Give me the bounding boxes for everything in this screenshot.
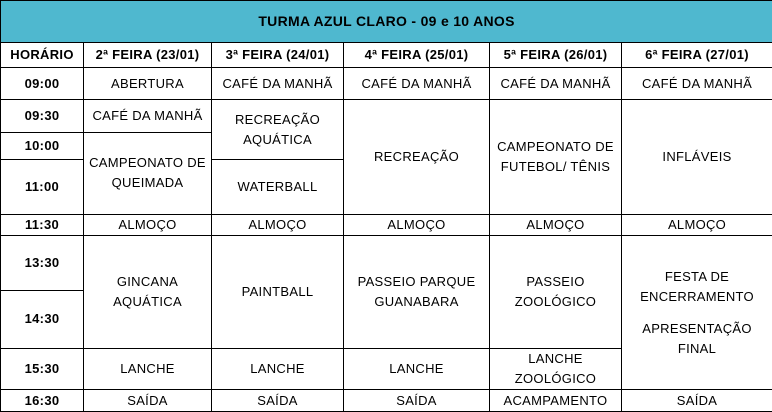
activity-cell: PAINTBALL — [212, 236, 344, 348]
activity-cell: WATERBALL — [212, 160, 344, 214]
activity-cell — [490, 100, 622, 214]
header-tuesday: 3ª FEIRA (24/01) — [212, 42, 344, 68]
activity-line: PASSEIO — [526, 273, 585, 289]
activity-line: ZOOLÓGICO — [514, 370, 597, 386]
activity-cell: ALMOÇO — [622, 214, 772, 235]
header-wednesday: 4ª FEIRA (25/01) — [344, 42, 490, 68]
activity-cell: RECREAÇÃO — [344, 100, 490, 214]
time-cell: 14:30 — [1, 291, 84, 348]
time-cell: 15:30 — [1, 348, 84, 390]
time-cell: 09:30 — [1, 100, 84, 133]
time-cell: 11:30 — [1, 214, 84, 235]
time-cell: 11:00 — [1, 160, 84, 214]
activity-cell: CAFÉ DA MANHÃ — [212, 68, 344, 100]
activity-cell — [212, 100, 344, 160]
activity-line: AQUÁTICA — [243, 131, 312, 147]
activity-line — [624, 307, 770, 319]
activity-line: AQUÁTICA — [113, 293, 182, 309]
activity-cell — [344, 236, 490, 348]
activity-cell: LANCHE — [344, 348, 490, 390]
activity-line: GUANABARA — [374, 293, 459, 309]
time-cell: 13:30 — [1, 236, 84, 291]
activity-line: CAMPEONATO DE — [497, 138, 614, 154]
activity-cell: ALMOÇO — [490, 214, 622, 235]
activity-cell: CAFÉ DA MANHÃ — [84, 100, 212, 133]
activity-cell: ACAMPAMENTO — [490, 390, 622, 412]
activity-line: CAMPEONATO DE — [89, 155, 206, 171]
activity-cell — [490, 236, 622, 348]
activity-cell: SAÍDA — [344, 390, 490, 412]
time-cell: 09:00 — [1, 68, 84, 100]
activity-cell: ALMOÇO — [84, 214, 212, 235]
activity-cell — [84, 132, 212, 214]
activity-cell: LANCHE — [84, 348, 212, 390]
activity-cell: CAFÉ DA MANHÃ — [490, 68, 622, 100]
activity-cell: CAFÉ DA MANHÃ — [344, 68, 490, 100]
activity-cell: ALMOÇO — [212, 214, 344, 235]
activity-line: LANCHE — [528, 350, 583, 366]
activity-cell: LANCHE — [212, 348, 344, 390]
activity-line: FINAL — [677, 340, 717, 356]
activity-cell: ABERTURA — [84, 68, 212, 100]
activity-line: FESTA DE — [664, 268, 730, 284]
activity-line: ZOOLÓGICO — [514, 293, 597, 309]
activity-cell: ALMOÇO — [344, 214, 490, 235]
activity-line: FUTEBOL/ TÊNIS — [500, 158, 611, 174]
activity-cell: INFLÁVEIS — [622, 100, 772, 214]
header-thursday: 5ª FEIRA (26/01) — [490, 42, 622, 68]
activity-cell: SAÍDA — [212, 390, 344, 412]
header-friday: 6ª FEIRA (27/01) — [622, 42, 772, 68]
activity-cell — [84, 236, 212, 348]
activity-line: PASSEIO PARQUE — [357, 273, 476, 289]
activity-line: GINCANA — [116, 273, 179, 289]
table-title: TURMA AZUL CLARO - 09 e 10 ANOS — [1, 1, 772, 43]
activity-cell: SAÍDA — [622, 390, 772, 412]
activity-cell: SAÍDA — [84, 390, 212, 412]
header-horario: HORÁRIO — [1, 42, 84, 68]
activity-cell: CAFÉ DA MANHÃ — [622, 68, 772, 100]
time-cell: 10:00 — [1, 132, 84, 160]
header-monday: 2ª FEIRA (23/01) — [84, 42, 212, 68]
activity-cell — [490, 348, 622, 390]
time-cell: 16:30 — [1, 390, 84, 412]
activity-line: APRESENTAÇÃO — [642, 320, 752, 336]
activity-line: RECREAÇÃO — [234, 111, 321, 127]
activity-line: QUEIMADA — [111, 175, 184, 191]
activity-line: ENCERRAMENTO — [640, 288, 754, 304]
activity-cell — [622, 236, 772, 390]
